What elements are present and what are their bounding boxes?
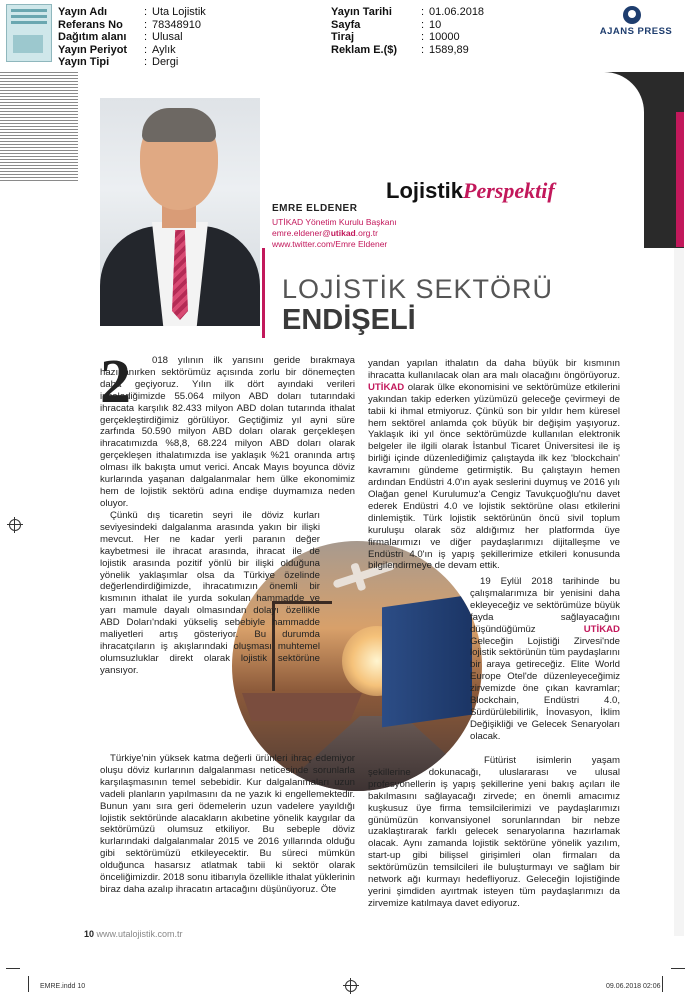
registration-mark-icon bbox=[345, 980, 357, 992]
field-separator: : bbox=[421, 18, 425, 31]
article-title-line1: LOJİSTİK SEKTÖRÜ bbox=[282, 274, 554, 304]
field-value: Aylık bbox=[152, 43, 176, 56]
field-separator: : bbox=[421, 43, 425, 56]
paragraph-6: Fütürist isimlerin yaşam şekillerine dokunacağı, uluslararası ve ulusal profesyonellerin iş yapış şekillerine yeni bakış açıları ile bakılmasını sağlayacağı zirvede; en önemli amacımız kuşkusuz üye firma temsilcilerimizi ve paydaşlarımızı günümüzün konvansiyonel sorunlarından bir nebze uzaklaştırarak farklı gelecek senaryolarına hazırlamak olacak. Aynı zamanda lojistik sektörüne yönelik yazılım, start-up gibi bilişsel girişimleri olan firmaları da sektörümüzün temsilcileri ile buluşturmayı ve sağlam bir network ağı kurmayı hedefliyoruz. Geleceğin lojistiğinde yerini şimdiden ayırtmak isteyen tüm paydaşlarımızı da zirvemize katılmaya davet ediyoruz. bbox=[368, 755, 620, 909]
title-rule bbox=[262, 248, 265, 338]
field-separator: : bbox=[421, 31, 425, 43]
registration-mark-icon bbox=[9, 519, 21, 531]
crop-mark bbox=[6, 968, 20, 969]
field-value: Ulusal bbox=[152, 31, 183, 43]
crop-mark bbox=[671, 968, 685, 969]
ajans-press-logo-icon bbox=[623, 6, 641, 24]
page-footer bbox=[84, 929, 183, 939]
field-label: Referans No bbox=[58, 18, 123, 31]
print-timestamp: 09.06.2018 02:06 bbox=[606, 983, 661, 990]
ajans-press-logo-text: AJANS PRESS bbox=[599, 26, 673, 37]
crop-mark bbox=[28, 976, 29, 992]
article-title-line2: ENDİŞELİ bbox=[282, 304, 416, 336]
field-separator: : bbox=[144, 6, 148, 18]
drop-cap: 2 bbox=[100, 348, 131, 416]
paragraph-2: Çünkü dış ticaretin seyri ile döviz kurları seviyesindeki dalgalanma arasında yakın bir ilişki mevcut. Her ne kadar yerli paranın değer kaybetmesi ile ihracat arasında, ihracat ile de lojistik arasında pozitif yönlü bir ilişki olduğuna yönelik yaklaşımlar olsa da Türkiye özelinde değerlendirdiğimizde, ihracatımızın önemli bir kısmının ithalat ile yurda sokulan hammadde ve yarı mamule dayalı olmasından dolayı özellikle ABD Doları'ndaki yükseliş sebebiyle hammadde maliyetleri artış gösteriyor. Bu durumda ihracatçıların iş akışlarındaki oluşması muhtemel olumsuzluklar direkt olarak lojistik sektörüne yansıyor. bbox=[100, 510, 320, 676]
crop-mark bbox=[662, 976, 663, 992]
field-separator: : bbox=[144, 43, 148, 56]
accent-bar bbox=[676, 112, 684, 247]
field-value: Dergi bbox=[152, 56, 179, 68]
field-value: Uta Lojistik bbox=[152, 6, 206, 18]
field-label: Reklam E.($) bbox=[331, 43, 398, 56]
author-twitter: www.twitter.com/Emre Eldener bbox=[272, 239, 388, 249]
paragraph-3: Türkiye'nin yüksek katma değerli ürünleri ihraç edemiyor oluşu döviz kurlarının dalgalanması neticesinde sorunlarla karşılaşmasının temel sebebidir. Kur dalgalanmaları uzun vadeli planların yapılmasını da ne yazık ki engellemektedir. Bunun yanı sıra geri ödemelerin uzun vadelere yayıldığı lojistik sektöründe alacakların akıbetine yönelik kaygılar da sektörümüzü olumsuz etkiliyor. Bu sebeple döviz kurlarındaki dalgalanmalar 2015 ve 2016 yıllarında olduğu gibi sektörümüzü etkileyecektir. Bu süreci mümkün olduğunca hasarsız atlatmak tabii ki sektör olarak önceliğimizdir. 2018 sonu itibarıyla özellikle ithalat yüklerinin biraz daha azalıp ihracatın artacağını düşünüyoruz. Öte bbox=[100, 753, 355, 895]
side-stripes bbox=[0, 72, 78, 182]
field-label: Dağıtım alanı bbox=[58, 31, 127, 43]
field-separator: : bbox=[421, 6, 425, 18]
header-fields-left bbox=[58, 6, 298, 70]
column-title-part1: Lojistik bbox=[386, 178, 464, 203]
paragraph-1: 018 yılının ilk yarısını geride bırakmaya hazırlanırken sektörümüz açısında zorlu bir dönemeçten daha geçiyoruz. Yılın ilk dört ayındaki verileri incelediğimizde 55.064 milyon ABD doları tutarındaki ihracata karşılık 82.433 milyon ABD dolan tutarında ithalat gerçekleştirdiğimiz görülüyor. Geçtiğimiz yıl ayni süre zarfında 50.590 milyon ABD doları olarak gerçekleşen ihracatımızda %8,8, 68.224 milyon ABD doları olarak gerçekleşen ithalatımızda ise yaklaşık %21 oranında artış olması ilk bakışta umut verici. Ancak Mayıs boyunca döviz kurlarında yaşanan dalgalanmalar hem ülke ekonomimiz hem de lojistik sektörü adına endişe duymamıza neden oluyor. bbox=[100, 355, 355, 509]
field-value: 1589,89 bbox=[429, 43, 469, 56]
field-label: Yayın Adı bbox=[58, 6, 108, 18]
header-fields-right bbox=[331, 6, 531, 58]
author-name: EMRE ELDENER bbox=[272, 203, 358, 214]
field-label: Tiraj bbox=[331, 31, 355, 43]
field-label: Yayın Tarihi bbox=[331, 6, 392, 18]
website-url: www.utalojistik.com.tr bbox=[96, 929, 183, 939]
field-value: 78348910 bbox=[152, 18, 201, 31]
column-title-part2: Perspektif bbox=[463, 178, 555, 203]
clipping-thumbnail bbox=[6, 4, 52, 62]
author-info bbox=[272, 217, 397, 250]
field-label: Yayın Periyot bbox=[58, 43, 128, 56]
ajans-press-logo bbox=[591, 6, 681, 40]
indd-filename: EMRE.indd 10 bbox=[40, 983, 86, 990]
field-value: 10 bbox=[429, 18, 442, 31]
field-label: Yayın Tipi bbox=[58, 56, 110, 68]
page-number: 10 bbox=[84, 929, 95, 939]
author-role: UTİKAD Yönetim Kurulu Başkanı bbox=[272, 217, 397, 227]
field-separator: : bbox=[144, 56, 148, 68]
field-separator: : bbox=[144, 18, 148, 31]
field-separator: : bbox=[144, 31, 148, 43]
author-photo bbox=[100, 98, 260, 326]
field-value: 10000 bbox=[429, 31, 460, 43]
author-email: emre.eldener@utikad.org.tr bbox=[272, 228, 378, 238]
paragraph-5: 19 Eylül 2018 tarihinde bu çalışmalarımıza bir yenisini daha ekleyeceğiz ve sektörümüze büyük fayda sağlayacağını düşündüğümüz UTİKAD Geleceğin Lojistiği Zirvesi'nde lojistik sektörünün tüm paydaşlarını bir araya getireceğiz. Elite World Europe Otel'de düzenleyeceğimiz zirvemizde öne çıkan kavramlar; Blockchain, Endüstri 4.0, Sürdürülebilirlik, İnovasyon, İklim Değişikliği ve Gelecek Senaryoları olacak. bbox=[470, 576, 620, 742]
column-title bbox=[386, 178, 555, 204]
field-value: 01.06.2018 bbox=[429, 6, 485, 18]
field-label: Sayfa bbox=[331, 18, 361, 31]
paragraph-4: yandan yapılan ithalatın da daha büyük bir kısmının ihracatta kullanılacak olan ara malı olacağını öngörüyoruz. UTİKAD olarak ülke ekonomisini ve sektörümüze etkilerini yakından takip ederken yüzümüzü geleceğe çevirmeyi de tabii ki ihmal etmiyoruz. Çünkü son bir yıldır hem küresel hem sektörel anlamda çok büyük bir değişim yaşıyoruz. Yaklaşık iki yıl önce sektörümüzde kullanılan elektronik belgeler ile ilgili olarak İstanbul Ticaret Üniversitesi ile iş birliği içinde düzenlediğimiz çalıştayda ilk kez 'blockchain' kavramını gündeme getirmiştik. Bu çalıştayın hemen ardından Endüstri 4.0'ın ayak seslerini duymuş ve 2016 yılı Olağan genel Kurulumuz'a Cengiz Tavukçuoğlu'nu davet ederek Endüstri 4.0 ve lojistik sektörüne olası etkilerini dinlemiştik. Türk lojistik sektörünün öncü sivil toplum kuruluşu olarak söz aldığımız her platformda üye firmalarımızı ve diğer paydaşlarımızı dijitalleşme ve Endüstri 4.0'ın iş yapış şekillerimize etkileri konusunda bilgilendirmeye de devam ettik. bbox=[368, 358, 620, 572]
